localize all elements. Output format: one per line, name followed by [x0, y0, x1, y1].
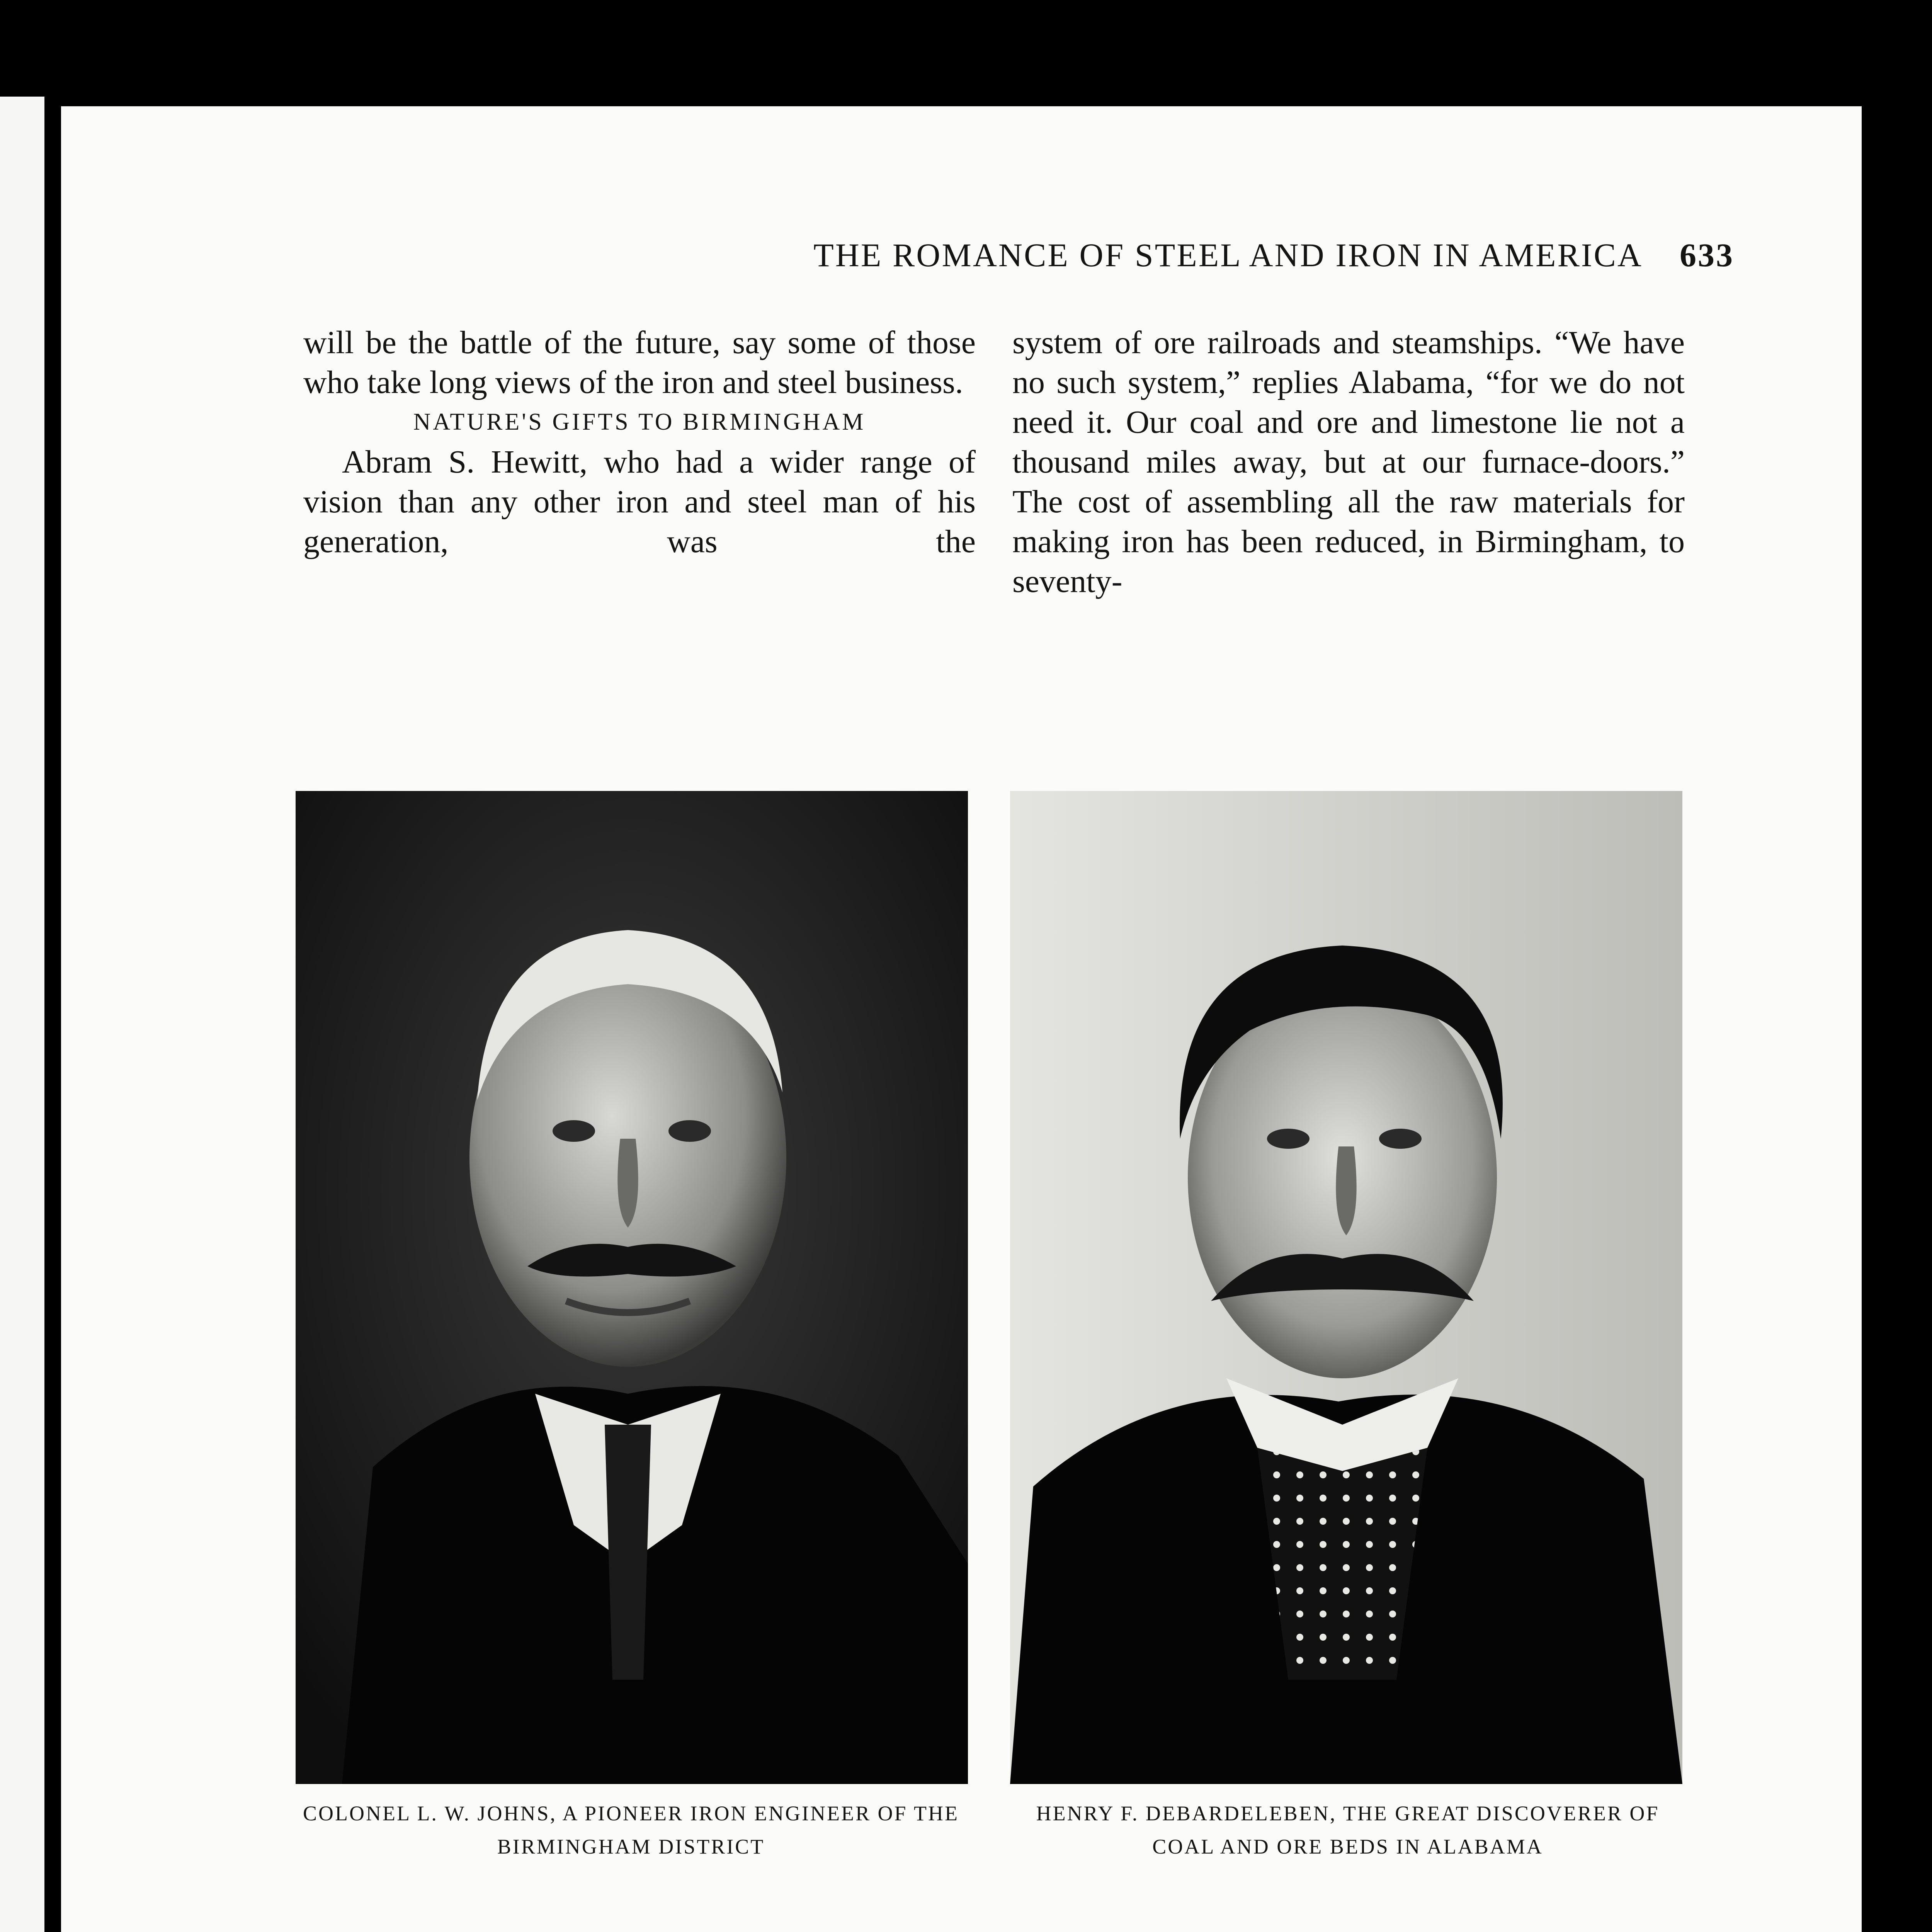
running-title: THE ROMANCE OF STEEL AND IRON IN AMERICA — [813, 236, 1643, 274]
portrait-photo-right — [1010, 791, 1682, 1784]
section-subheading: NATURE'S GIFTS TO BIRMINGHAM — [413, 409, 866, 435]
portrait-photo-left — [296, 791, 968, 1784]
paragraph: system of ore railroads and steamships. “We have no such system,” replies Alabama, “for we do not need it. Our coal and ore and limestone lie not a thousand miles away, but at our furnace-doors.” The cost of assembling all the raw materials for making iron has been reduced, in Birmingham, to seventy- — [1012, 325, 1685, 599]
facing-page-edge — [0, 97, 44, 1932]
paragraph: will be the battle of the future, say some of those who take long views of the iron and steel business. — [303, 325, 976, 400]
portrait-image-left — [296, 791, 968, 1784]
paragraph — [1012, 1930, 1685, 1932]
photo-caption-right: HENRY F. DEBARDELEBEN, THE GREAT DISCOVERER OF COAL AND ORE BEDS IN ALABAMA — [1036, 1802, 1660, 1858]
bottom-right-column — [1012, 1930, 1685, 1932]
book-page — [61, 106, 1862, 1932]
top-right-column — [1012, 323, 1685, 601]
top-left-column — [303, 323, 976, 561]
photo-caption-left: COLONEL L. W. JOHNS, A PIONEER IRON ENGINEER OF THE BIRMINGHAM DISTRICT — [303, 1802, 959, 1858]
running-head — [61, 236, 1734, 274]
page-number: 633 — [1680, 236, 1734, 274]
paragraph — [303, 1930, 976, 1932]
paragraph: Abram S. Hewitt, who had a wider range of vision than any other iron and steel man of his generation, was the — [303, 444, 976, 560]
bottom-left-column — [303, 1930, 976, 1932]
portrait-image-right — [1010, 791, 1682, 1784]
